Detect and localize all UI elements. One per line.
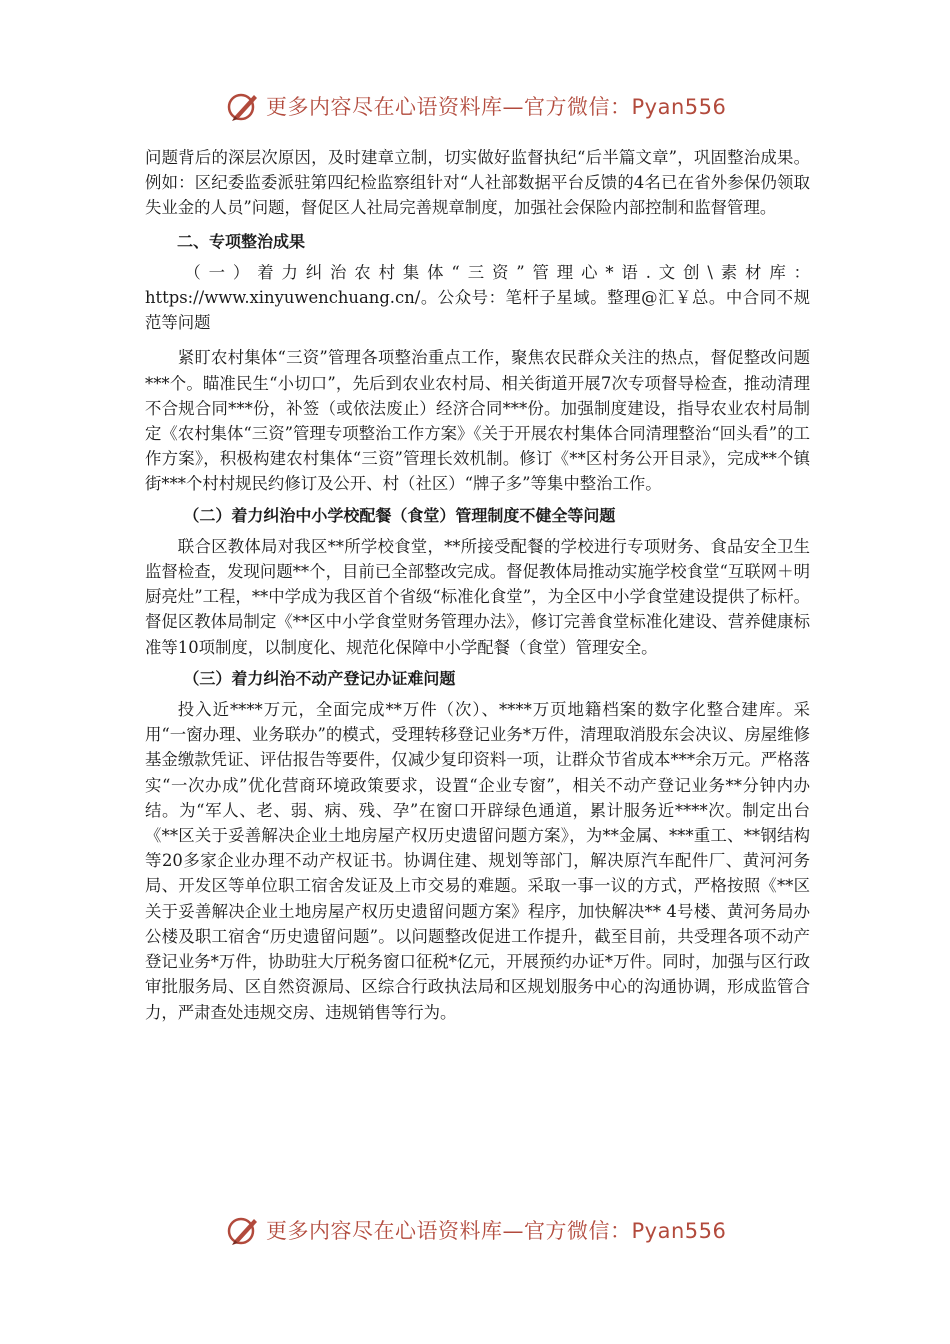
pen-logo-icon: [226, 89, 260, 123]
footer-banner: [226, 1210, 726, 1250]
subsection-heading-1: （一）着力纠治农村集体“三资”管理心*语.文创\素材库：https://www.xinyuwenchuang.cn/。公众号：笔杆子星域。整理@汇￥总。中合同不规范等问题: [145, 262, 810, 333]
paragraph-1: 紧盯农村集体“三资”管理各项整治重点工作，聚焦农民群众关注的热点，督促整改问题***个。瞄准民生“小切口”，先后到农业农村局、相关街道开展7次专项督导检查，推动清理不合规合同***份，补签（或依法废止）经济合同***份。加强制度建设，指导农业农村局制定《农村集体“三资”管理专项整治工作方案》《关于开展农村集体合同清理整治“回头看”的工作方案》，积极构建农村集体“三资”管理长效机制。修订《**区村务公开目录》，完成**个镇街***个村村规民约修订及公开、村（社区）“牌子多”等集中整治工作。: [145, 348, 810, 494]
document-body: [145, 145, 810, 1025]
subsection-heading-2: （二）着力纠治中小学校配餐（食堂）管理制度不健全等问题: [183, 505, 616, 525]
header-banner: [226, 86, 726, 126]
pen-logo-icon: [226, 1213, 260, 1247]
section-heading: 二、专项整治成果: [177, 231, 306, 251]
footer-banner-text: 更多内容尽在心语资料库—官方微信：Pyan556: [266, 1219, 727, 1243]
paragraph-continuation: 问题背后的深层次原因，及时建章立制，切实做好监督执纪“后半篇文章”，巩固整治成果。例如：区纪委监委派驻第四纪检监察组针对“人社部数据平台反馈的4名已在省外参保仍领取失业金的人员”问题，督促区人社局完善规章制度，加强社会保险内部控制和监督管理。: [145, 148, 810, 218]
subsection-heading-3: （三）着力纠治不动产登记办证难问题: [183, 668, 456, 688]
paragraph-2: 联合区教体局对我区**所学校食堂，**所接受配餐的学校进行专项财务、食品安全卫生监督检查，发现问题**个，目前已全部整改完成。督促教体局推动实施学校食堂“互联网＋明厨亮灶”工程，**中学成为我区首个省级“标准化食堂”，为全区中小学食堂建设提供了标杆。督促区教体局制定《**区中小学食堂财务管理办法》，修订完善食堂标准化建设、营养健康标准等10项制度，以制度化、规范化保障中小学配餐（食堂）管理安全。: [145, 536, 810, 657]
header-banner-text: 更多内容尽在心语资料库—官方微信：Pyan556: [266, 95, 727, 119]
paragraph-3: 投入近****万元，全面完成**万件（次）、****万页地籍档案的数字化整合建库。采用“一窗办理、业务联办”的模式，受理转移登记业务*万件，清理取消股东会决议、房屋维修基金缴款凭证、评估报告等要件，仅减少复印资料一项，让群众节省成本***余万元。严格落实“一次办成”优化营商环境政策要求，设置“企业专窗”，相关不动产登记业务**分钟内办结。为“军人、老、弱、病、残、孕”在窗口开辟绿色通道，累计服务近****次。制定出台《**区关于妥善解决企业土地房屋产权历史遗留问题方案》，为**金属、***重工、**钢结构等20多家企业办理不动产权证书。协调住建、规划等部门，解决原汽车配件厂、黄河河务局、开发区等单位职工宿舍发证及上市交易的难题。采取一事一议的方式，严格按照《**区关于妥善解决企业土地房屋产权历史遗留问题方案》程序，加快解决** 4号楼、黄河务局办公楼及职工宿舍“历史遗留问题”。以问题整改促进工作提升，截至目前，共受理各项不动产登记业务*万件，协助驻大厅税务窗口征税*亿元，开展预约办证*万件。同时，加强与区行政审批服务局、区自然资源局、区综合行政执法局和区规划服务中心的沟通协调，形成监管合力，严肃查处违规交房、违规销售等行为。: [145, 700, 810, 1022]
